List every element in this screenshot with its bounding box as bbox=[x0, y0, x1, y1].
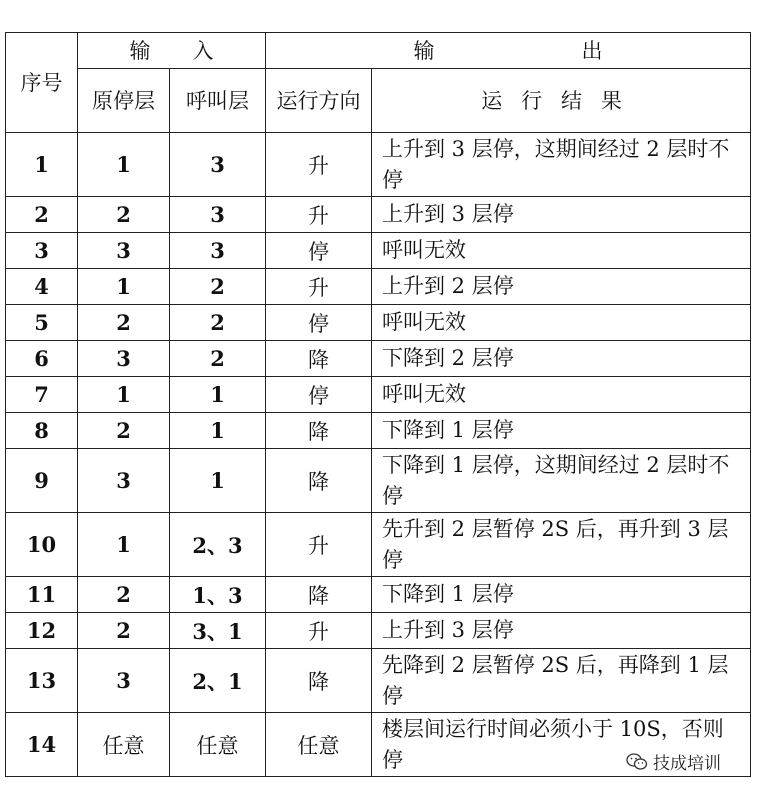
cell-seq: 1 bbox=[6, 133, 78, 197]
cell-result: 呼叫无效 bbox=[372, 305, 751, 341]
table-row bbox=[6, 613, 751, 649]
cell-seq: 14 bbox=[6, 713, 78, 777]
table-row bbox=[6, 133, 751, 197]
table-row bbox=[6, 577, 751, 613]
header-input: 输 入 bbox=[78, 33, 266, 69]
cell-result: 下降到 1 层停 bbox=[372, 413, 751, 449]
cell-direction: 任意 bbox=[266, 713, 372, 777]
cell-call-floor: 1 bbox=[170, 413, 266, 449]
cell-direction: 停 bbox=[266, 305, 372, 341]
cell-orig-floor: 2 bbox=[78, 305, 170, 341]
cell-call-floor: 3、1 bbox=[170, 613, 266, 649]
table-row bbox=[6, 233, 751, 269]
cell-seq: 9 bbox=[6, 449, 78, 513]
cell-result: 先降到 2 层暂停 2S 后，再降到 1 层停 bbox=[372, 649, 751, 713]
cell-call-floor: 3 bbox=[170, 233, 266, 269]
cell-result: 下降到 2 层停 bbox=[372, 341, 751, 377]
cell-call-floor: 1 bbox=[170, 377, 266, 413]
table-row bbox=[6, 197, 751, 233]
cell-orig-floor: 1 bbox=[78, 269, 170, 305]
cell-orig-floor: 任意 bbox=[78, 713, 170, 777]
cell-direction: 停 bbox=[266, 377, 372, 413]
cell-result: 上升到 3 层停 bbox=[372, 197, 751, 233]
table-row bbox=[6, 449, 751, 513]
cell-call-floor: 任意 bbox=[170, 713, 266, 777]
cell-orig-floor: 3 bbox=[78, 449, 170, 513]
table-row bbox=[6, 269, 751, 305]
table-row bbox=[6, 305, 751, 341]
cell-direction: 升 bbox=[266, 197, 372, 233]
cell-orig-floor: 2 bbox=[78, 197, 170, 233]
cell-call-floor: 2、1 bbox=[170, 649, 266, 713]
header-orig-floor: 原停层 bbox=[78, 69, 170, 133]
cell-seq: 2 bbox=[6, 197, 78, 233]
cell-result: 上升到 3 层停 bbox=[372, 613, 751, 649]
table-row bbox=[6, 649, 751, 713]
cell-result: 下降到 1 层停，这期间经过 2 层时不停 bbox=[372, 449, 751, 513]
cell-call-floor: 3 bbox=[170, 197, 266, 233]
table-row bbox=[6, 513, 751, 577]
cell-orig-floor: 1 bbox=[78, 377, 170, 413]
watermark-text: 技成培训 bbox=[653, 754, 721, 774]
elevator-logic-table bbox=[5, 32, 751, 777]
cell-direction: 升 bbox=[266, 513, 372, 577]
cell-seq: 12 bbox=[6, 613, 78, 649]
cell-seq: 10 bbox=[6, 513, 78, 577]
cell-orig-floor: 3 bbox=[78, 233, 170, 269]
cell-call-floor: 1 bbox=[170, 449, 266, 513]
cell-seq: 7 bbox=[6, 377, 78, 413]
cell-seq: 6 bbox=[6, 341, 78, 377]
cell-orig-floor: 3 bbox=[78, 341, 170, 377]
table-row bbox=[6, 377, 751, 413]
cell-seq: 8 bbox=[6, 413, 78, 449]
table-row bbox=[6, 341, 751, 377]
cell-seq: 3 bbox=[6, 233, 78, 269]
cell-direction: 降 bbox=[266, 341, 372, 377]
header-seq: 序号 bbox=[6, 33, 78, 133]
cell-result: 先升到 2 层暂停 2S 后，再升到 3 层停 bbox=[372, 513, 751, 577]
cell-direction: 降 bbox=[266, 577, 372, 613]
cell-call-floor: 2 bbox=[170, 341, 266, 377]
cell-orig-floor: 1 bbox=[78, 133, 170, 197]
cell-direction: 升 bbox=[266, 133, 372, 197]
cell-call-floor: 2 bbox=[170, 305, 266, 341]
cell-direction: 降 bbox=[266, 413, 372, 449]
cell-orig-floor: 2 bbox=[78, 577, 170, 613]
cell-seq: 5 bbox=[6, 305, 78, 341]
cell-result: 上升到 2 层停 bbox=[372, 269, 751, 305]
cell-call-floor: 1、3 bbox=[170, 577, 266, 613]
header-direction: 运行方向 bbox=[266, 69, 372, 133]
watermark bbox=[622, 747, 725, 776]
cell-direction: 降 bbox=[266, 649, 372, 713]
cell-orig-floor: 2 bbox=[78, 413, 170, 449]
cell-orig-floor: 3 bbox=[78, 649, 170, 713]
cell-result: 楼层间运行时间必须小于 10S，否则停 bbox=[372, 713, 751, 777]
cell-direction: 降 bbox=[266, 449, 372, 513]
cell-result: 下降到 1 层停 bbox=[372, 577, 751, 613]
header-result: 运行结果 bbox=[372, 69, 751, 133]
cell-result: 呼叫无效 bbox=[372, 377, 751, 413]
cell-orig-floor: 2 bbox=[78, 613, 170, 649]
cell-orig-floor: 1 bbox=[78, 513, 170, 577]
cell-call-floor: 2、3 bbox=[170, 513, 266, 577]
cell-direction: 升 bbox=[266, 613, 372, 649]
cell-seq: 4 bbox=[6, 269, 78, 305]
cell-result: 上升到 3 层停，这期间经过 2 层时不停 bbox=[372, 133, 751, 197]
header-call-floor: 呼叫层 bbox=[170, 69, 266, 133]
cell-seq: 13 bbox=[6, 649, 78, 713]
table-row bbox=[6, 413, 751, 449]
cell-direction: 升 bbox=[266, 269, 372, 305]
cell-call-floor: 3 bbox=[170, 133, 266, 197]
cell-direction: 停 bbox=[266, 233, 372, 269]
cell-seq: 11 bbox=[6, 577, 78, 613]
cell-result: 呼叫无效 bbox=[372, 233, 751, 269]
header-output: 输 出 bbox=[266, 33, 751, 69]
wechat-icon bbox=[626, 753, 648, 771]
cell-call-floor: 2 bbox=[170, 269, 266, 305]
